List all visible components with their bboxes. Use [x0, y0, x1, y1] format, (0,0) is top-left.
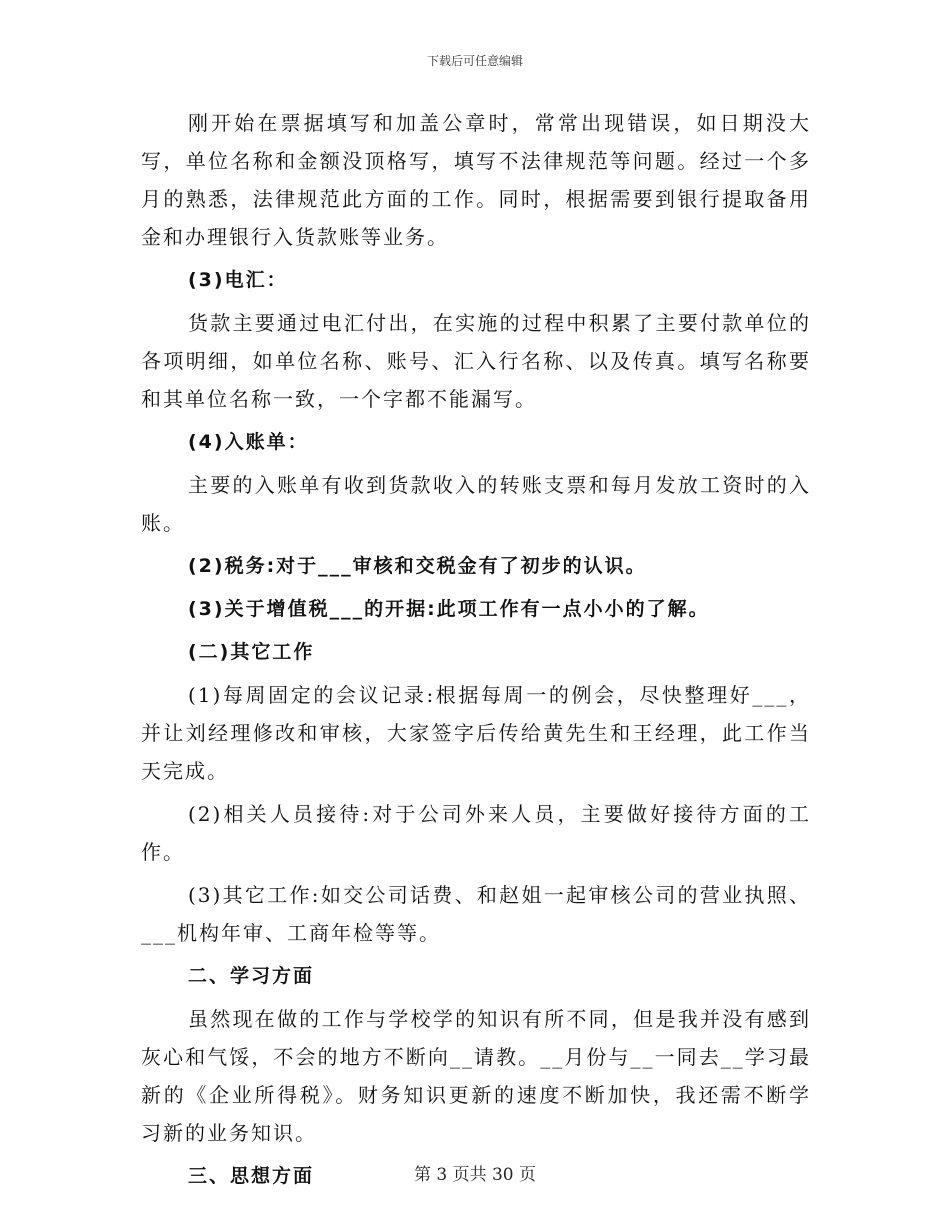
page-footer: 第 3 页共 30 页: [413, 1165, 537, 1185]
heading-entry-slip: (4)入账单：: [188, 431, 309, 453]
heading-learning: 二、学习方面: [188, 965, 315, 987]
heading-other-work: (二)其它工作: [188, 641, 315, 663]
heading-tax: (2)税务:对于___审核和交税金有了初步的认识。: [188, 555, 647, 577]
paragraph-bill-filling: 刚开始在票据填写和加盖公章时，常常出现错误，如日期没大写，单位名称和金额没顶格写，填写不法律规范等问题。经过一个多月的熟悉，法律规范此方面的工作。同时，根据需要到银行提取备用金和办理银行入货款账等业务。: [141, 111, 811, 249]
heading-vat-invoice: (3)关于增值税___的开据:此项工作有一点小小的了解。: [188, 598, 710, 620]
paragraph-weekly-minutes: (1)每周固定的会议记录:根据每周一的例会，尽快整理好___，并让刘经理修改和审核，大家签字后传给黄先生和王经理，此工作当天完成。: [141, 683, 811, 783]
heading-thinking: 三、思想方面: [188, 1165, 315, 1187]
paragraph-other-tasks: (3)其它工作:如交公司话费、和赵姐一起审核公司的营业执照、___机构年审、工商年检等等。: [141, 883, 811, 945]
page-header: 下载后可任意编辑: [426, 54, 523, 68]
document-body: [141, 104, 811, 1200]
paragraph-reception: (2)相关人员接待:对于公司外来人员，主要做好接待方面的工作。: [141, 802, 811, 864]
heading-wire-transfer: (3)电汇：: [188, 269, 288, 291]
paragraph-wire-transfer: 货款主要通过电汇付出，在实施的过程中积累了主要付款单位的各项明细，如单位名称、账号、汇入行名称、以及传真。填写名称要和其单位名称一致，一个字都不能漏写。: [141, 311, 811, 411]
paragraph-learning: 虽然现在做的工作与学校学的知识有所不同，但是我并没有感到灰心和气馁，不会的地方不断向__请教。__月份与__一同去__学习最新的《企业所得税》。财务知识更新的速度不断加快，我还需不断学习新的业务知识。: [141, 1007, 811, 1145]
paragraph-entry-slip: 主要的入账单有收到货款收入的转账支票和每月发放工资时的入账。: [141, 473, 811, 535]
